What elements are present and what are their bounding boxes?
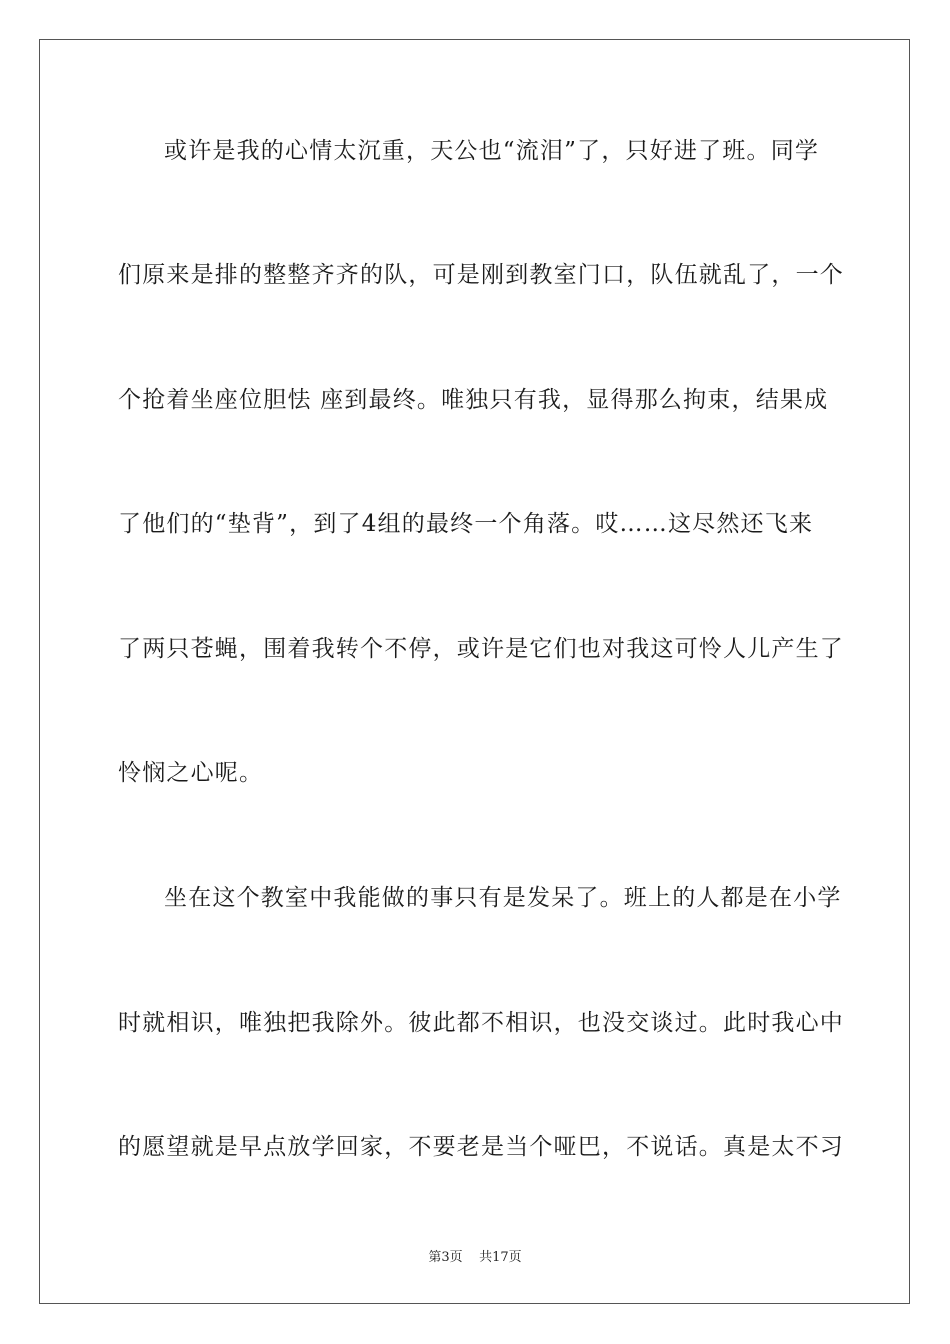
paragraph-1-line-4: 了他们的“垫背”，到了4组的最终一个角落。哎……这尽然还飞来 [118, 511, 814, 537]
page-footer [0, 1246, 950, 1265]
paragraph-2-line-2: 时就相识，唯独把我除外。彼此都不相识，也没交谈过。此时我心中 [118, 1010, 844, 1036]
paragraph-1-line-6: 怜悯之心呢。 [118, 760, 264, 786]
paragraph-1-line-3: 个抢着坐座位胆怯 座到最终。唯独只有我，显得那么拘束，结果成 [118, 387, 829, 413]
page-number: 第3页 [428, 1250, 463, 1265]
paragraph-1-line-1: 或许是我的心情太沉重，天公也“流泪”了，只好进了班。同学 [164, 138, 820, 164]
page-border [39, 39, 910, 1304]
paragraph-1-line-5: 了两只苍蝇，围着我转个不停，或许是它们也对我这可怜人儿产生了 [118, 636, 844, 662]
paragraph-1-line-2: 们原来是排的整整齐齐的队，可是刚到教室门口，队伍就乱了，一个 [118, 262, 844, 288]
paragraph-2-line-3: 的愿望就是早点放学回家，不要老是当个哑巴，不说话。真是太不习 [118, 1134, 844, 1160]
total-pages: 共17页 [479, 1250, 522, 1265]
paragraph-2-line-1: 坐在这个教室中我能做的事只有是发呆了。班上的人都是在小学 [164, 885, 842, 911]
